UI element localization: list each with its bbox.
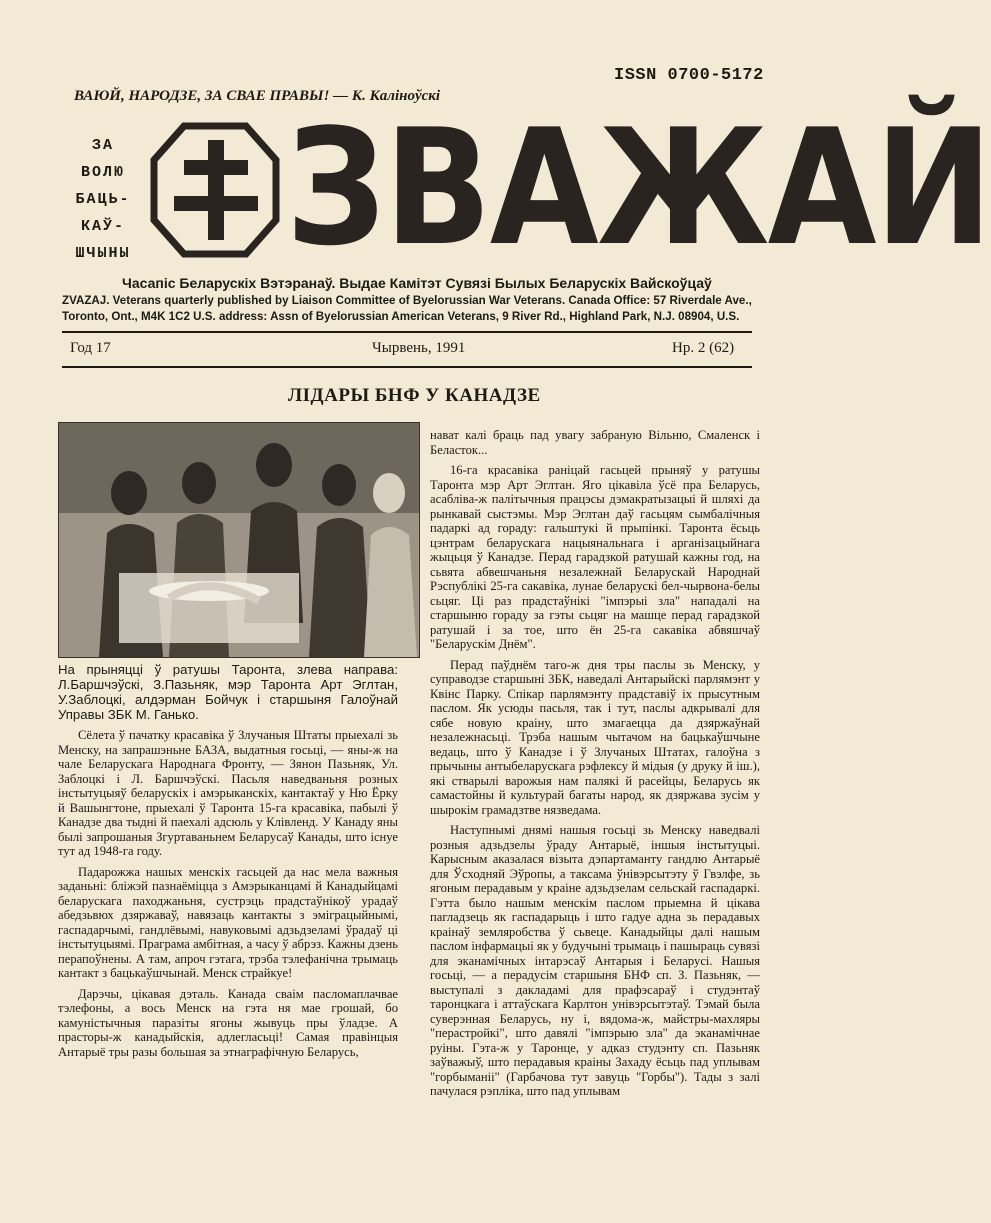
left-motto-line: КАЎ- <box>80 218 125 235</box>
article-paragraph: Дарэчы, цікавая дэталь. Канада сваім пасломаплачвае тэлефоны, а вось Менск на гэта ня мае грошай, бо камуністычныя паразіты ягоны жывуць пры ўладзе. А прасторы-ж канадыйскія, адлегласьці! Самая правінцыя Антарыё тры разы большая за этнаграфічную Беларусь, <box>58 986 398 1059</box>
article-paragraph: 16-га красавіка раніцай гасьцей прыняў у ратушы Таронта мэр Арт Эглтан. Яго цікавіла ўсё пра Беларусь, асабліва-ж палітычныя працэсы дэмакратызацыі й шляхі да рынкавай сыстэмы. Мэр Эглтан даў гасьцям сымбалічныя падаркі ад гораду: гальштукі й прыпінкі. Таронта ёсьць цэнтрам беларускага нацыянальнага і арганізацыйнага жыцьця ў Канадзе. Перад гарадзкой ратушай кажны год, на сьвята абвешчаньня незалежнай Беларускай Народнай Рэспублікі 25-га сакавіка, лунае беларускі бел-чырвона-белы сьцяг. Ці раз прадстаўнікі "імпэрыі зла" нападалі на старшыню гораду за гэты сьцяг на машце перад гарадзкой ратушай і за тое, што ён 25-га сакавіка абвяшчаў "Беларускім Днём". <box>430 463 760 651</box>
article-photo <box>58 422 420 658</box>
left-motto-line: ЗА <box>91 137 114 154</box>
left-motto-line: ШЧЫНЫ <box>75 245 131 262</box>
masthead-title: ЗВАЖАЙ <box>286 94 991 281</box>
issue-year: Год 17 <box>70 340 111 356</box>
subtitle: Часапіс Беларускіх Вэтэранаў. Выдае Камітэт Сувязі Былых Беларускіх Вайскоўцаў <box>122 275 712 291</box>
issue-number: Нр. 2 (62) <box>672 340 735 356</box>
article-paragraph: Перад паўднём таго-ж дня тры паслы зь Менску, у суправодзе старшыні ЗБК, наведалі Антарыйскі парлямэнт у Квінс Парку. Спікар парлямэнту прадставіў іх прысутным паслом. Як усюды пасьля, так і тут, паслы адкрывалі для сябе новую краіну, што змагаецца да дзяржаўнай незалежнасьці. Трэба нашым чытачом на бацькаўшчыне ведаць, што ў Канадзе і ў Злучаных Штатах, галоўна з прычыны антыбеларускага рэфлексу й мідыя (у друку й іш.), які стварылі варожыя нам палякі й расейцы, Беларусь як самастойны й культурай багаты народ, як дзяржава зусім у шырокім грамадзтве нязведама. <box>430 657 760 817</box>
issue-date: Чырвень, 1991 <box>372 340 466 356</box>
publication-info-line: ZVAZAJ. Veterans quarterly published by Liaison Committee of Byelorussian War Veterans. Canada Office: 57 Riverdale Ave., <box>62 294 752 307</box>
article-paragraph: нават калі браць пад увагу забраную Вільню, Смаленск і Беласток... <box>430 428 760 457</box>
motto: ВАЮЙ, НАРОДЗЕ, ЗА СВАЕ ПРАВЫ! — К. Каліноўскі <box>74 88 441 104</box>
divider <box>62 366 752 368</box>
divider <box>62 331 752 333</box>
article-paragraph: Наступнымі днямі нашыя госьці зь Менску наведвалі розныя адзьдзелы ўраду Антарыё, іншыя інстытуцыі. Карысным аказалася візыта дэпартаманту гандлю Антарыё для Ўсходняй Эўропы, а таксама ўнівэрсытэту ў Гвэлфе, зь ягоным перадавым у краіне адзьдзелам сельскай гаспадаркі. Гэтта было нашым менскім паслом прыемна й цікава пагладзець як гаспадарыць і што гадуе адна зь перадавых краінаў земляробства ў сьвеце. Канадыйцы далі нашым паслом інфармацыі як у будучыні трымаць і пашыраць сувязі для эканамічных інтарэсаў Антарыя і Беларусі. Нашыя госьці, — а перадусім старшыня БНФ сп. З. Пазьняк, — выступалі з дакладамі для прафэсараў і студэнтаў таронцкага і аттаўскага Карлтон унівэрсытэтаў. Тэмай была суверэнная Беларусь, ну і, вядома-ж, майстры-махляры "перастройкі", што давялі "імпэрыю зла" да эканамічнае руіны. Гэта-ж у Таронце, у адказ студэнту сп. Пазьняк заўважыў, што перадавыя краіны Захаду ёсьць пад уплывам "горбыманіі" (Гарбачова тут завуць "Горбы"). Тады з залі пачулася рэпліка, што пад уплывам <box>430 823 760 1098</box>
photo-caption: На прыняцці ў ратушы Таронта, злева направа: Л.Баршчэўскі, З.Пазьняк, мэр Таронта Арт Эглтан, У.Заблоцкі, алдэрман Бойчук і старшыня Галоўнай Управы ЗБК М. Ганько. <box>58 662 398 722</box>
left-motto-line: ВОЛЮ <box>80 164 125 181</box>
article-column-left <box>58 662 398 1065</box>
double-cross-shield-icon <box>150 120 280 260</box>
left-motto-line: БАЦЬ- <box>75 191 131 208</box>
left-motto <box>62 132 144 267</box>
publication-info <box>62 293 762 325</box>
article-paragraph: Падарожжа нашых менскіх гасьцей да нас мела важныя заданьні: бліжэй пазнаёміцца з Амэрыканцамі й Канадыйцамі беларускага паходжаньня, сустрэць прадстаўнікоў урадаў абедзьвюх дзяржаваў, навязаць кантакты з эміграцыйнымі, гаспадарчымі, гандлёвымі, навуковымі адзьдзеламі ўрадаў ці інстытуцыямі. Праграма амбітная, а часу ў абрэз. Кажны дзень перапоўнены. А там, апроч гэтага, трэба тэлефанічна трымаць кантакт з бацькаўшчынай. Менск страйкуе! <box>58 864 398 980</box>
article-headline: ЛІДАРЫ БНФ У КАНАДЗЕ <box>288 385 541 406</box>
issn: ISSN 0700-5172 <box>614 66 764 85</box>
article-paragraph: Сёлета ў пачатку красавіка ў Злучаныя Штаты прыехалі зь Менску, на запрашэньне БАЗА, выдатныя госьці, — яны-ж на чале Беларускага Народнага Фронту, — Зянон Пазьняк, Ул. Заблоцкі і Л. Баршчэўскі. Пасьля наведваньня розных інстытуцыяў беларускіх і амэрыканскіх, кантактаў у Ню Ёрку й Вашынгтоне, прыехалі ў Таронта 15-га красавіка, пабылі ў Канадзе два тыдні й паехалі адсюль у Клівленд. У Канаду яны былі запрошаныя Згуртаваньнем Беларусаў Канады, што існуе тут ад 1948-га году. <box>58 728 398 858</box>
article-column-right <box>430 428 760 1105</box>
publication-info-line: Toronto, Ont., M4K 1C2 U.S. address: Assn of Byelorussian American Veterans, 9 River Rd., Highland Park, N.J. 08904, U.S. <box>62 310 740 323</box>
